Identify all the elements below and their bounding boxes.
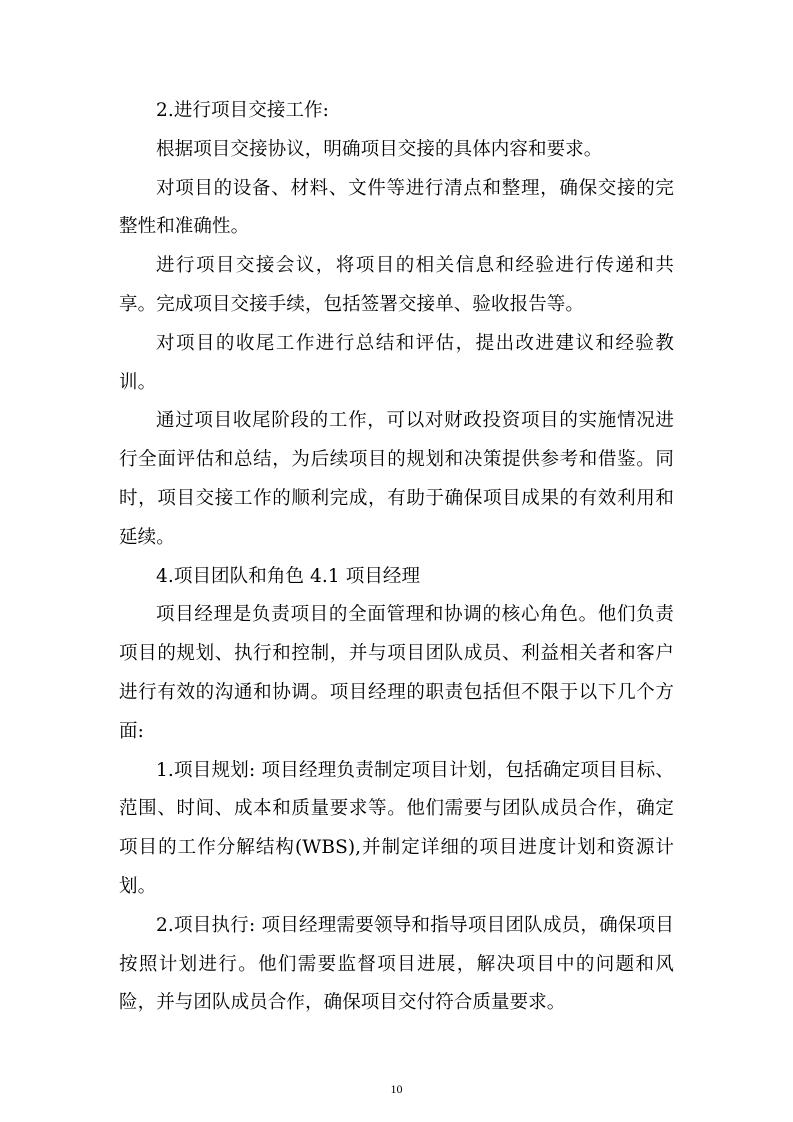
paragraph-closing-review: 对项目的收尾工作进行总结和评估，提出改进建议和经验教训。 xyxy=(119,332,674,393)
section-heading-project-manager: 4.项目团队和角色 4.1 项目经理 xyxy=(156,565,421,587)
paragraph-handover-agreement: 根据项目交接协议，明确项目交接的具体内容和要求。 xyxy=(156,138,603,160)
paragraph-summary: 通过项目收尾阶段的工作，可以对财政投资项目的实施情况进行全面评估和总结，为后续项目的规划和决策提供参考和借鉴。同时，项目交接工作的顺利完成，有助于确保项目成果的有效利用和延续。 xyxy=(119,410,674,548)
paragraph-inventory: 对项目的设备、材料、文件等进行清点和整理，确保交接的完整性和准确性。 xyxy=(119,177,674,238)
page-number: 10 xyxy=(390,1082,403,1096)
paragraph-manager-role: 项目经理是负责项目的全面管理和协调的核心角色。他们负责项目的规划、执行和控制，并与项目团队成员、利益相关者和客户进行有效的沟通和协调。项目经理的职责包括但不限于以下几个方面: xyxy=(119,604,674,742)
paragraph-handover-heading: 2.进行项目交接工作: xyxy=(156,100,329,121)
paragraph-project-execution: 2.项目执行: 项目经理需要领导和指导项目团队成员，确保项目按照计划进行。他们需要监督项目进展，解决项目中的问题和风险，并与团队成员合作，确保项目交付符合质量要求。 xyxy=(119,914,674,1014)
paragraph-project-planning: 1.项目规划: 项目经理负责制定项目计划，包括确定项目目标、范围、时间、成本和质量要求等。他们需要与团队成员合作，确定项目的工作分解结构(WBS),并制定详细的项目进度计划和资源计划。 xyxy=(119,759,674,897)
paragraph-handover-meeting: 进行项目交接会议，将项目的相关信息和经验进行传递和共享。完成项目交接手续，包括签署交接单、验收报告等。 xyxy=(119,255,674,315)
body-text xyxy=(119,92,674,1023)
